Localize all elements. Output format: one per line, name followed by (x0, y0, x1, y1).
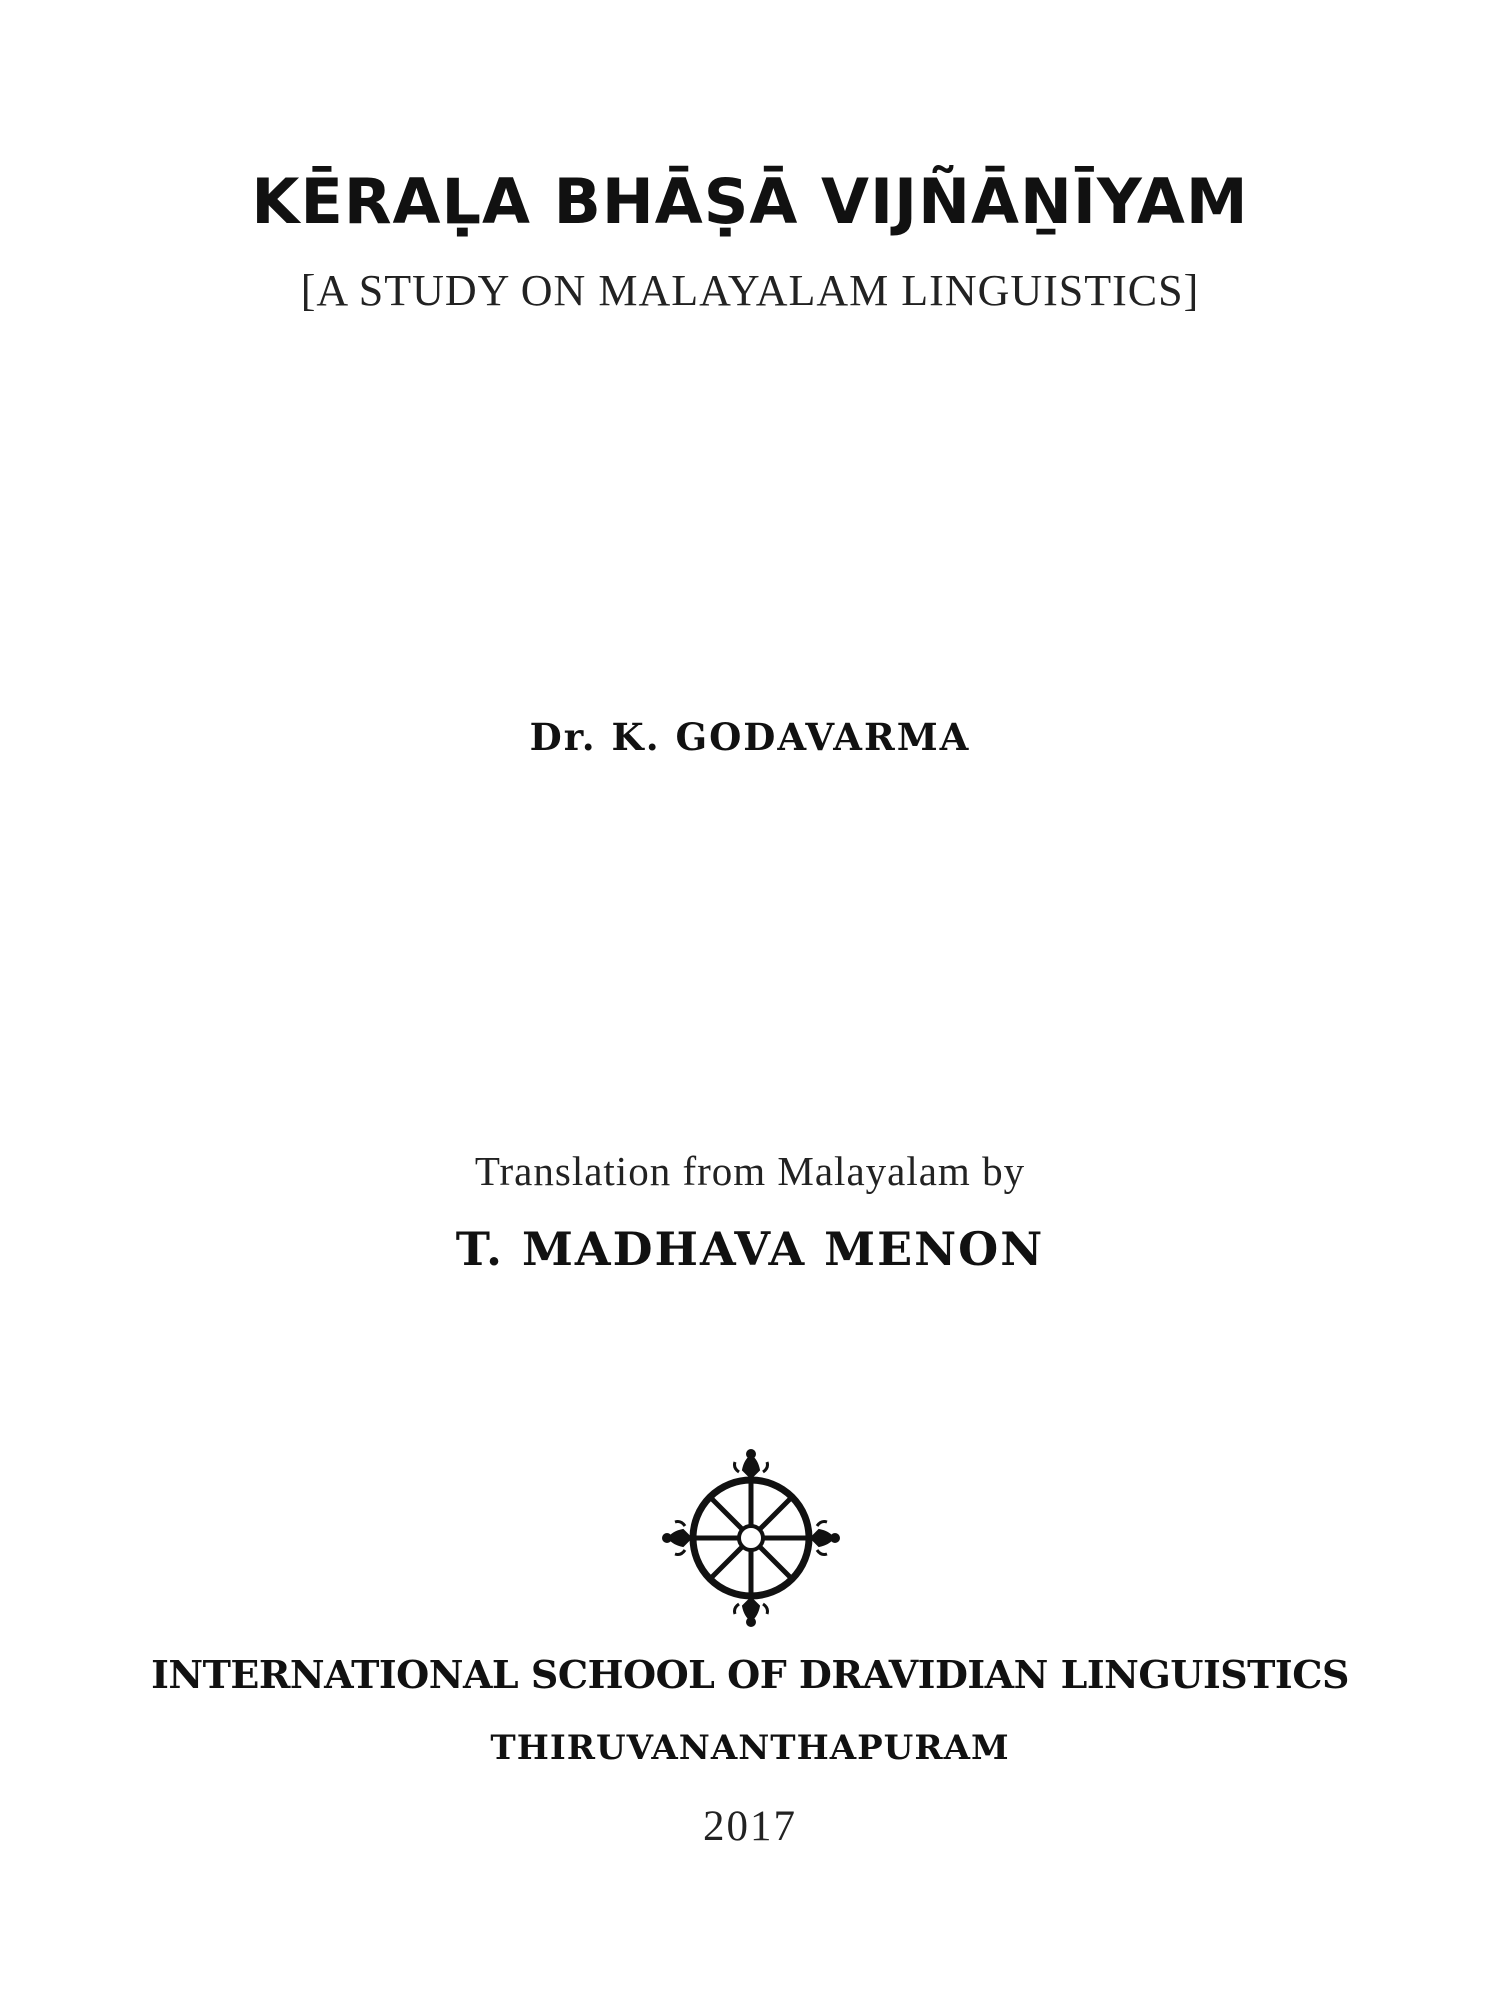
book-title: KĒRAḶA BHĀṢĀ VIJÑĀṈĪYAM (251, 165, 1249, 238)
publication-year: 2017 (703, 1803, 797, 1850)
translator-name: T. MADHAVA MENON (455, 1222, 1045, 1276)
author-name: Dr. K. GODAVARMA (529, 715, 971, 759)
dharma-wheel-icon (661, 1448, 841, 1628)
publisher-city: THIRUVANANTHAPURAM (490, 1728, 1010, 1768)
book-subtitle: [A STUDY ON MALAYALAM LINGUISTICS] (300, 266, 1200, 315)
publisher-name: INTERNATIONAL SCHOOL OF DRAVIDIAN LINGUISTICS (151, 1652, 1349, 1697)
translation-note: Translation from Malayalam by (474, 1148, 1026, 1194)
